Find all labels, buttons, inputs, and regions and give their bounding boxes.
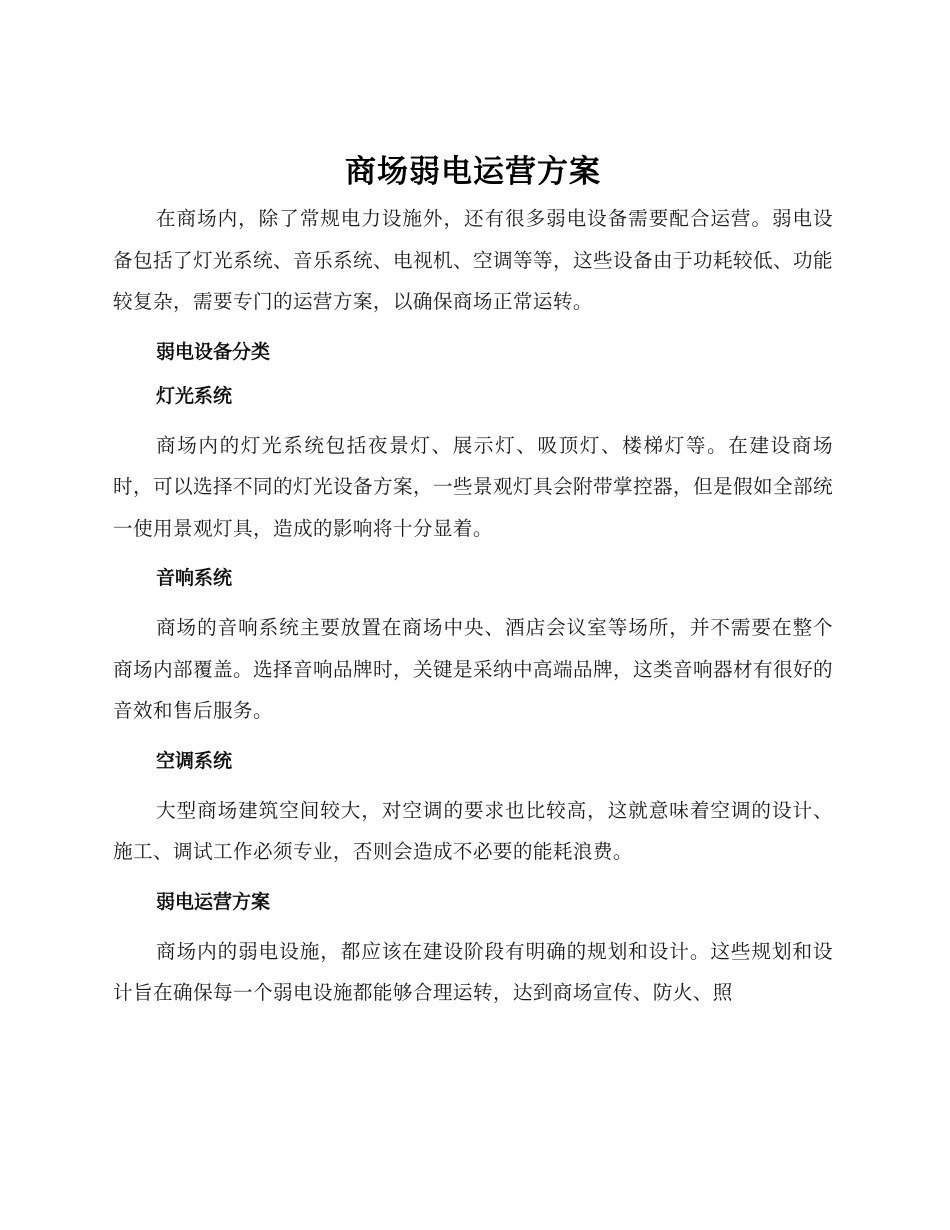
operation-section	[113, 887, 833, 1014]
document-body	[113, 150, 833, 1024]
hvac-heading: 空调系统	[156, 749, 233, 772]
hvac-paragraph: 大型商场建筑空间较大，对空调的要求也比较高，这就意味着空调的设计、施工、调试工作必须专业，否则会造成不必要的能耗浪费。	[113, 798, 833, 863]
lighting-heading: 灯光系统	[156, 384, 233, 407]
document-title: 商场弱电运营方案	[345, 154, 601, 190]
intro-paragraph: 在商场内，除了常规电力设施外，还有很多弱电设备需要配合运营。弱电设备包括了灯光系统、音乐系统、电视机、空调等等，这些设备由于功耗较低、功能较复杂，需要专门的运营方案，以确保商场正常运转。	[113, 207, 833, 313]
operation-paragraph: 商场内的弱电设施，都应该在建设阶段有明确的规划和设计。这些规划和设计旨在确保每一个弱电设施都能够合理运转，达到商场宣传、防火、照	[113, 939, 833, 1004]
equipment-classification-heading: 弱电设备分类	[156, 340, 271, 363]
audio-paragraph: 商场的音响系统主要放置在商场中央、酒店会议室等场所，并不需要在整个商场内部覆盖。选择音响品牌时，关键是采纳中高端品牌，这类音响器材有很好的音效和售后服务。	[113, 616, 833, 722]
lighting-section	[113, 381, 833, 550]
audio-heading: 音响系统	[156, 567, 233, 589]
hvac-section	[113, 746, 833, 873]
operation-heading: 弱电运营方案	[156, 890, 271, 913]
lighting-paragraph: 商场内的灯光系统包括夜景灯、展示灯、吸顶灯、楼梯灯等。在建设商场时，可以选择不同的灯光设备方案，一些景观灯具会附带掌控器，但是假如全部统一使用景观灯具，造成的影响将十分显着。	[113, 433, 833, 540]
audio-section	[113, 563, 833, 732]
